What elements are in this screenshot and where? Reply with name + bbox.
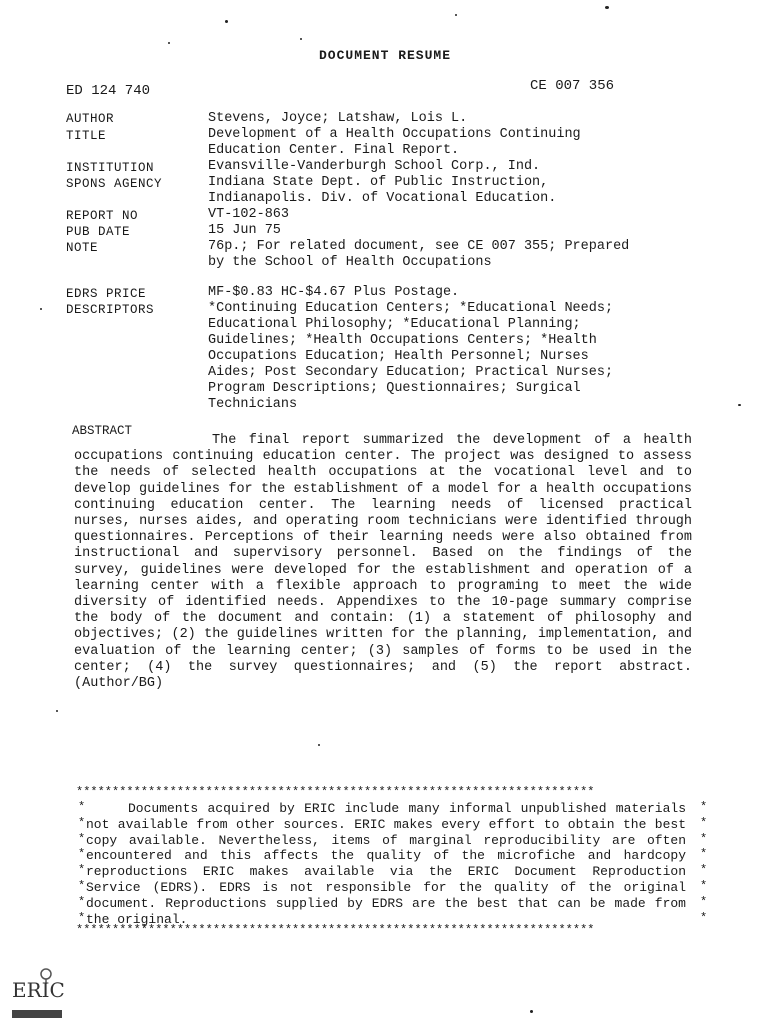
report-no-label: REPORT NO — [66, 209, 139, 223]
eric-logo-text: ERIC — [12, 978, 65, 1002]
note-label: NOTE — [66, 241, 99, 255]
scan-speck — [455, 14, 457, 16]
notice-stars-left: * * * * * * * * — [78, 800, 86, 925]
scan-speck — [40, 308, 42, 310]
document-heading: DOCUMENT RESUME — [318, 48, 452, 63]
scan-speck — [225, 20, 228, 23]
notice-stars-right: * * * * * * * * — [700, 800, 708, 925]
pub-date-value: 15 Jun 75 — [208, 223, 281, 238]
ce-number: CE 007 356 — [530, 78, 615, 94]
scan-speck — [168, 42, 170, 44]
ed-number: ED 124 740 — [66, 83, 151, 99]
spons-agency-value: Indiana State Dept. of Public Instruction, Indianapolis. Div. of Vocational Education. — [208, 175, 557, 206]
title-label: TITLE — [66, 129, 107, 143]
abstract-label: ABSTRACT — [72, 424, 133, 438]
notice-border-top: ************************************************************************ — [76, 785, 595, 799]
descriptors-value: *Continuing Education Centers; *Educational Needs; Educational Philosophy; *Educational Planning; Guidelines; *Health Occupations Centers; *Health Occupations Education; Health Personnel; Nurses Aides; Post Secondary Education; Practical Nurses; Program Descriptions; Questionnaires; Surgical Technicians — [208, 301, 614, 412]
scan-speck — [318, 744, 320, 746]
pub-date-label: PUB DATE — [66, 225, 131, 239]
scan-speck — [530, 1010, 533, 1013]
notice-text: Documents acquired by ERIC include many informal unpublished materials not available from other sources. ERIC makes every effort to obtain the best copy available. Nevertheless, items of marginal reproducibility are often encountered and this affects the quality of the microfiche and hardcopy reproductions ERIC makes available via the ERIC Document Reproduction Service (EDRS). EDRS is not responsible for the quality of the original document. Reproductions supplied by EDRS are the best that can be made from the original. — [86, 801, 686, 927]
notice-border-bottom: ************************************************************************ — [76, 923, 595, 937]
edrs-price-value: MF-$0.83 HC-$4.67 Plus Postage. — [208, 285, 460, 300]
title-value: Development of a Health Occupations Continuing Education Center. Final Report. — [208, 127, 581, 158]
author-label: AUTHOR — [66, 112, 115, 126]
spons-agency-label: SPONS AGENCY — [66, 177, 163, 191]
institution-label: INSTITUTION — [66, 161, 155, 175]
scan-speck — [605, 6, 609, 9]
institution-value: Evansville-Vanderburgh School Corp., Ind. — [208, 159, 541, 174]
edrs-price-label: EDRS PRICE — [66, 287, 147, 301]
descriptors-label: DESCRIPTORS — [66, 303, 155, 317]
author-value: Stevens, Joyce; Latshaw, Lois L. — [208, 111, 468, 126]
note-value: 76p.; For related document, see CE 007 355; Prepared by the School of Health Occupations — [208, 239, 630, 270]
scan-speck — [738, 404, 741, 406]
abstract-text: The final report summarized the development of a health occupations continuing education center. The project was designed to assess the needs of selected health occupations at the vocational level and to develop guidelines for the establishment of a model for a health occupations continuing education center. The learning needs of licensed practical nurses, nurses aides, and operating room technicians were identified through questionnaires. Perceptions of their learning needs were also obtained from instructional and supervisory personnel. Based on the findings of the survey, guidelines were developed for the establishment and operation of a learning center with a flexible approach to programing to meet the wide diversity of identified needs. Appendixes to the 10-page summary comprise the body of the document and contain: (1) a statement of philosophy and objectives; (2) the guidelines written for the planning, implementation, and evaluation of the learning center; (3) samples of forms to be used in the center; (4) the survey questionnaires; and (5) the report abstract. (Author/BG) — [74, 433, 692, 692]
report-no-value: VT-102-863 — [208, 207, 290, 222]
scan-speck — [300, 38, 302, 40]
scan-speck — [56, 710, 58, 712]
